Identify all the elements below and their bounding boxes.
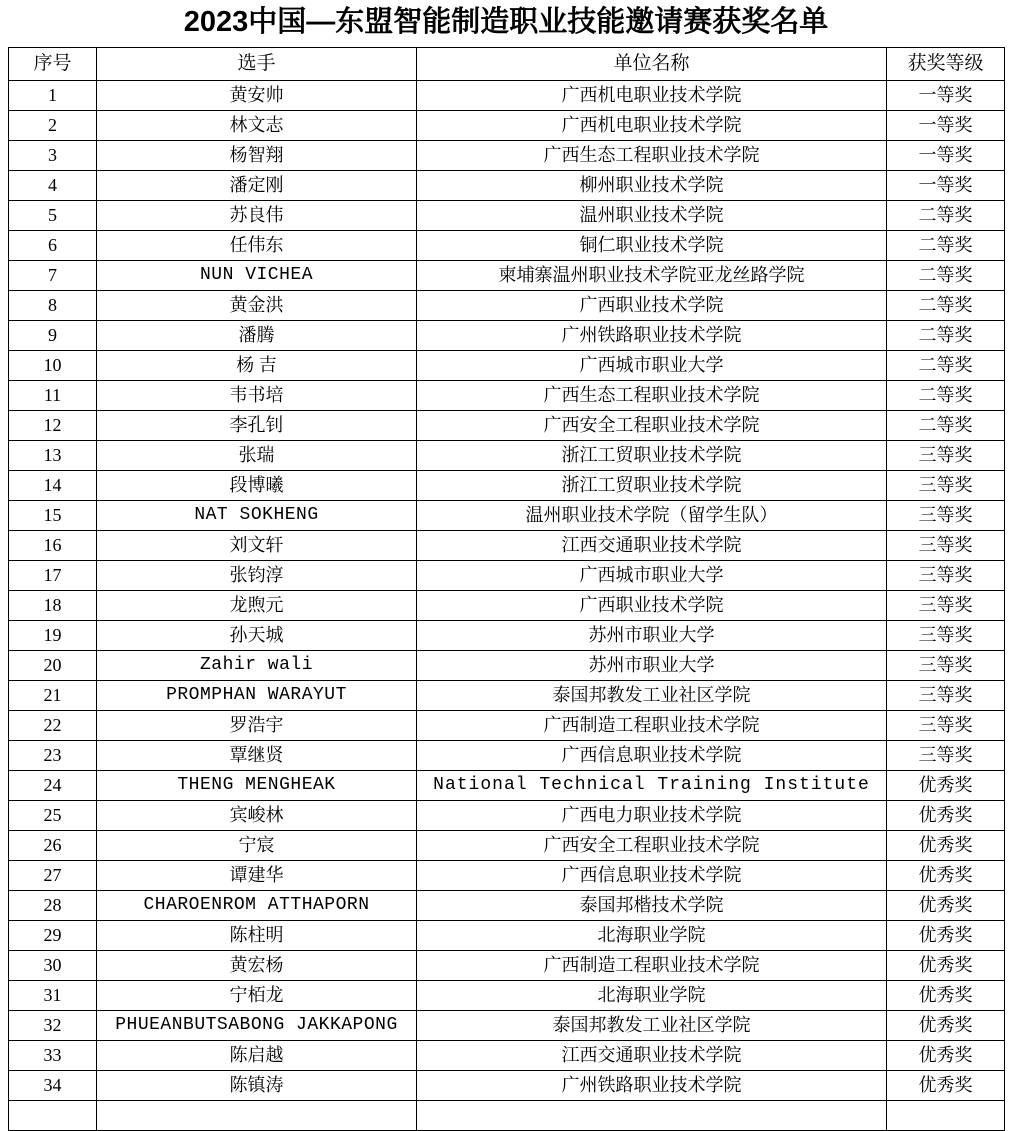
- column-header-name: 选手: [97, 48, 417, 81]
- cell-index: 12: [9, 411, 97, 441]
- cell-unit: 广西信息职业技术学院: [417, 861, 887, 891]
- cell-award: 三等奖: [887, 621, 1005, 651]
- cell-unit: 广州铁路职业技术学院: [417, 1071, 887, 1101]
- cell-award: 三等奖: [887, 651, 1005, 681]
- cell-award: 优秀奖: [887, 1071, 1005, 1101]
- cell-unit: 广西生态工程职业技术学院: [417, 381, 887, 411]
- cell-index: 7: [9, 261, 97, 291]
- cell-index: 15: [9, 501, 97, 531]
- cell-unit: 柬埔寨温州职业技术学院亚龙丝路学院: [417, 261, 887, 291]
- cell-index: 16: [9, 531, 97, 561]
- cell-award: 优秀奖: [887, 831, 1005, 861]
- table-row: [9, 771, 1005, 801]
- cell-unit: 广西电力职业技术学院: [417, 801, 887, 831]
- table-row: [9, 171, 1005, 201]
- cell-award: 二等奖: [887, 231, 1005, 261]
- cell-award: [887, 1101, 1005, 1131]
- cell-unit: 江西交通职业技术学院: [417, 531, 887, 561]
- cell-unit: 苏州市职业大学: [417, 621, 887, 651]
- cell-unit: 北海职业学院: [417, 921, 887, 951]
- cell-unit: 温州职业技术学院: [417, 201, 887, 231]
- cell-award: 二等奖: [887, 351, 1005, 381]
- page-title: 2023中国—东盟智能制造职业技能邀请赛获奖名单: [183, 6, 829, 38]
- cell-award: 一等奖: [887, 111, 1005, 141]
- table-row: [9, 141, 1005, 171]
- table-row: [9, 1101, 1005, 1131]
- table-row: [9, 561, 1005, 591]
- table-row: [9, 621, 1005, 651]
- cell-award: 优秀奖: [887, 951, 1005, 981]
- cell-index: 4: [9, 171, 97, 201]
- cell-index: [9, 1101, 97, 1131]
- cell-name: 潘定刚: [97, 171, 417, 201]
- cell-award: 优秀奖: [887, 801, 1005, 831]
- cell-unit: 柳州职业技术学院: [417, 171, 887, 201]
- cell-name: Zahir wali: [97, 651, 417, 681]
- cell-award: 二等奖: [887, 201, 1005, 231]
- cell-name: 宁栢龙: [97, 981, 417, 1011]
- table-row: [9, 81, 1005, 111]
- table-row: [9, 711, 1005, 741]
- cell-name: 陈镇涛: [97, 1071, 417, 1101]
- cell-index: 13: [9, 441, 97, 471]
- cell-name: 李孔钊: [97, 411, 417, 441]
- cell-unit: 广西城市职业大学: [417, 351, 887, 381]
- cell-index: 32: [9, 1011, 97, 1041]
- table-row: [9, 501, 1005, 531]
- cell-index: 6: [9, 231, 97, 261]
- cell-unit: 广西制造工程职业技术学院: [417, 711, 887, 741]
- cell-name: 潘腾: [97, 321, 417, 351]
- cell-award: 优秀奖: [887, 1011, 1005, 1041]
- cell-award: 优秀奖: [887, 771, 1005, 801]
- cell-index: 2: [9, 111, 97, 141]
- cell-index: 14: [9, 471, 97, 501]
- cell-name: PROMPHAN WARAYUT: [97, 681, 417, 711]
- cell-name: 黄宏杨: [97, 951, 417, 981]
- table-row: [9, 831, 1005, 861]
- table-row: [9, 411, 1005, 441]
- cell-name: 黄金洪: [97, 291, 417, 321]
- cell-award: 优秀奖: [887, 861, 1005, 891]
- cell-unit: 温州职业技术学院（留学生队）: [417, 501, 887, 531]
- cell-index: 3: [9, 141, 97, 171]
- table-row: [9, 381, 1005, 411]
- cell-award: 一等奖: [887, 81, 1005, 111]
- table-row: [9, 1041, 1005, 1071]
- cell-index: 11: [9, 381, 97, 411]
- cell-unit: 泰国邦教发工业社区学院: [417, 681, 887, 711]
- cell-award: 一等奖: [887, 141, 1005, 171]
- cell-unit: 苏州市职业大学: [417, 651, 887, 681]
- cell-name: 黄安帅: [97, 81, 417, 111]
- cell-award: 二等奖: [887, 291, 1005, 321]
- cell-index: 22: [9, 711, 97, 741]
- cell-unit: 广州铁路职业技术学院: [417, 321, 887, 351]
- cell-name: 陈柱明: [97, 921, 417, 951]
- cell-index: 20: [9, 651, 97, 681]
- table-row: [9, 801, 1005, 831]
- table-row: [9, 591, 1005, 621]
- cell-unit: National Technical Training Institute: [417, 771, 887, 801]
- cell-name: 刘文轩: [97, 531, 417, 561]
- cell-name: 孙天城: [97, 621, 417, 651]
- cell-unit: 广西机电职业技术学院: [417, 111, 887, 141]
- table-header-row: [9, 48, 1005, 81]
- cell-award: 优秀奖: [887, 891, 1005, 921]
- cell-index: 34: [9, 1071, 97, 1101]
- cell-unit: 广西城市职业大学: [417, 561, 887, 591]
- cell-award: 优秀奖: [887, 921, 1005, 951]
- cell-name: 谭建华: [97, 861, 417, 891]
- cell-name: 韦书培: [97, 381, 417, 411]
- cell-unit: 铜仁职业技术学院: [417, 231, 887, 261]
- cell-award: 三等奖: [887, 561, 1005, 591]
- cell-name: THENG MENGHEAK: [97, 771, 417, 801]
- cell-unit: 广西制造工程职业技术学院: [417, 951, 887, 981]
- cell-name: 龙煦元: [97, 591, 417, 621]
- column-header-index: 序号: [9, 48, 97, 81]
- cell-award: 三等奖: [887, 741, 1005, 771]
- cell-name: NUN VICHEA: [97, 261, 417, 291]
- cell-index: 30: [9, 951, 97, 981]
- cell-index: 8: [9, 291, 97, 321]
- cell-name: 宾峻林: [97, 801, 417, 831]
- cell-award: 三等奖: [887, 531, 1005, 561]
- cell-index: 26: [9, 831, 97, 861]
- table-row: [9, 261, 1005, 291]
- cell-award: 三等奖: [887, 471, 1005, 501]
- cell-award: 一等奖: [887, 171, 1005, 201]
- cell-award: 三等奖: [887, 681, 1005, 711]
- table-row: [9, 351, 1005, 381]
- cell-unit: 广西安全工程职业技术学院: [417, 831, 887, 861]
- cell-award: 二等奖: [887, 321, 1005, 351]
- cell-index: 31: [9, 981, 97, 1011]
- table-row: [9, 111, 1005, 141]
- cell-index: 9: [9, 321, 97, 351]
- cell-name: 任伟东: [97, 231, 417, 261]
- cell-unit: 浙江工贸职业技术学院: [417, 441, 887, 471]
- cell-name: NAT SOKHENG: [97, 501, 417, 531]
- cell-name: 段博曦: [97, 471, 417, 501]
- cell-unit: 广西职业技术学院: [417, 291, 887, 321]
- table-row: [9, 1011, 1005, 1041]
- cell-award: 三等奖: [887, 501, 1005, 531]
- cell-index: 28: [9, 891, 97, 921]
- table-row: [9, 1071, 1005, 1101]
- column-header-unit: 单位名称: [417, 48, 887, 81]
- cell-name: [97, 1101, 417, 1131]
- table-row: [9, 951, 1005, 981]
- cell-name: 宁宸: [97, 831, 417, 861]
- table-row: [9, 531, 1005, 561]
- table-row: [9, 321, 1005, 351]
- cell-index: 1: [9, 81, 97, 111]
- table-row: [9, 291, 1005, 321]
- cell-name: 覃继贤: [97, 741, 417, 771]
- table-row: [9, 921, 1005, 951]
- cell-index: 27: [9, 861, 97, 891]
- table-row: [9, 981, 1005, 1011]
- table-row: [9, 471, 1005, 501]
- cell-name: PHUEANBUTSABONG JAKKAPONG: [97, 1011, 417, 1041]
- cell-unit: 广西安全工程职业技术学院: [417, 411, 887, 441]
- cell-award: 三等奖: [887, 441, 1005, 471]
- table-header: [9, 48, 1005, 81]
- cell-index: 10: [9, 351, 97, 381]
- cell-name: 罗浩宇: [97, 711, 417, 741]
- cell-name: CHAROENROM ATTHAPORN: [97, 891, 417, 921]
- cell-unit: 广西生态工程职业技术学院: [417, 141, 887, 171]
- cell-index: 5: [9, 201, 97, 231]
- cell-unit: [417, 1101, 887, 1131]
- cell-index: 21: [9, 681, 97, 711]
- table-row: [9, 441, 1005, 471]
- cell-unit: 北海职业学院: [417, 981, 887, 1011]
- table-row: [9, 651, 1005, 681]
- table-row: [9, 231, 1005, 261]
- cell-name: 苏良伟: [97, 201, 417, 231]
- cell-name: 张瑞: [97, 441, 417, 471]
- cell-unit: 广西职业技术学院: [417, 591, 887, 621]
- cell-name: 陈启越: [97, 1041, 417, 1071]
- cell-index: 29: [9, 921, 97, 951]
- cell-unit: 浙江工贸职业技术学院: [417, 471, 887, 501]
- cell-unit: 泰国邦楷技术学院: [417, 891, 887, 921]
- table-row: [9, 741, 1005, 771]
- cell-index: 33: [9, 1041, 97, 1071]
- cell-award: 优秀奖: [887, 981, 1005, 1011]
- award-table: [8, 47, 1005, 1131]
- cell-name: 杨智翔: [97, 141, 417, 171]
- cell-name: 张钧淳: [97, 561, 417, 591]
- cell-index: 18: [9, 591, 97, 621]
- table-row: [9, 891, 1005, 921]
- cell-unit: 广西信息职业技术学院: [417, 741, 887, 771]
- cell-award: 三等奖: [887, 711, 1005, 741]
- cell-unit: 广西机电职业技术学院: [417, 81, 887, 111]
- cell-unit: 泰国邦教发工业社区学院: [417, 1011, 887, 1041]
- cell-unit: 江西交通职业技术学院: [417, 1041, 887, 1071]
- cell-index: 17: [9, 561, 97, 591]
- cell-name: 杨 吉: [97, 351, 417, 381]
- table-row: [9, 681, 1005, 711]
- cell-index: 24: [9, 771, 97, 801]
- cell-award: 二等奖: [887, 411, 1005, 441]
- table-row: [9, 861, 1005, 891]
- table-row: [9, 201, 1005, 231]
- table-body: [9, 81, 1005, 1131]
- cell-index: 25: [9, 801, 97, 831]
- cell-award: 二等奖: [887, 261, 1005, 291]
- cell-award: 三等奖: [887, 591, 1005, 621]
- cell-index: 23: [9, 741, 97, 771]
- cell-index: 19: [9, 621, 97, 651]
- column-header-award: 获奖等级: [887, 48, 1005, 81]
- cell-name: 林文志: [97, 111, 417, 141]
- cell-award: 优秀奖: [887, 1041, 1005, 1071]
- cell-award: 二等奖: [887, 381, 1005, 411]
